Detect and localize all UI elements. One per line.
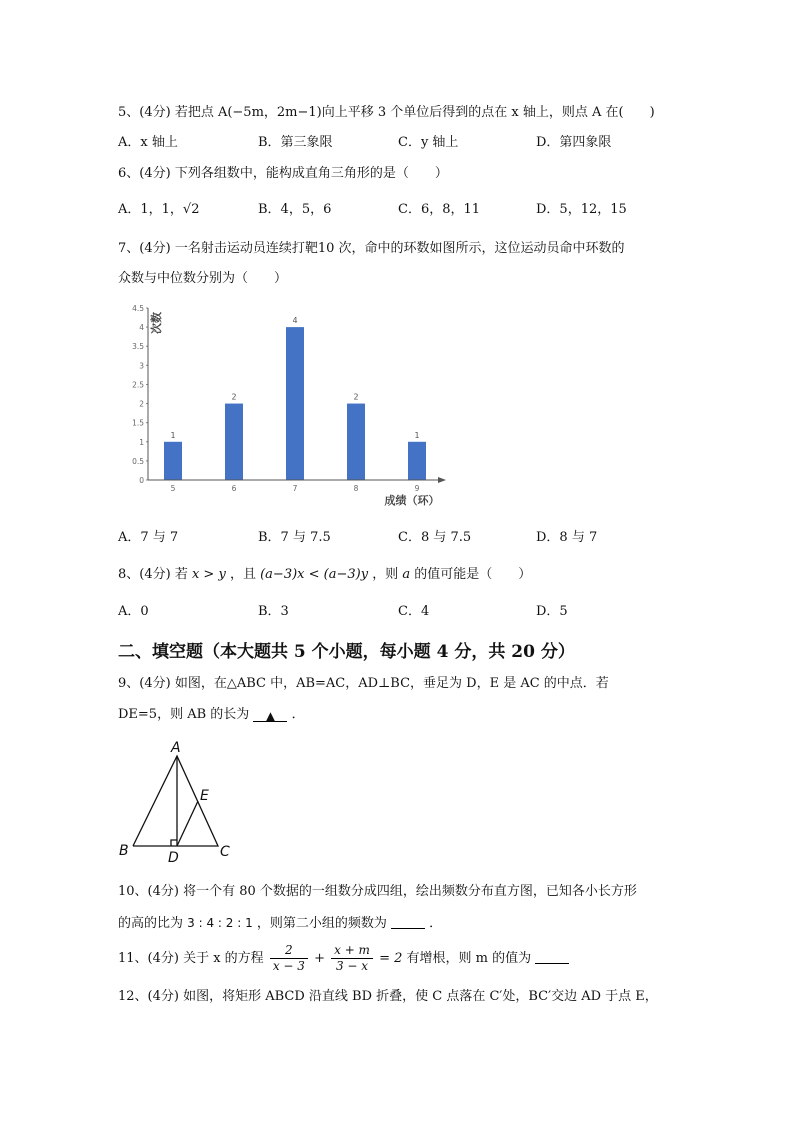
question-7-line-2: 众数与中位数分别为（ ） <box>118 271 288 286</box>
fraction-2-denominator: 3 − x <box>335 959 369 973</box>
option-a[interactable]: A．x 轴上 <box>118 135 178 150</box>
question-8-mid: ，且 <box>229 567 256 582</box>
fraction-1 <box>270 943 308 974</box>
label-c: C <box>220 844 230 860</box>
option-b[interactable]: B．4，5，6 <box>258 202 332 217</box>
bar <box>408 442 426 480</box>
question-11 <box>118 942 569 976</box>
label-b: B <box>119 843 129 859</box>
answer-blank[interactable] <box>535 949 569 964</box>
label-a: A <box>171 740 181 756</box>
fraction-2-numerator: x + m <box>331 943 373 959</box>
triangle-figure <box>112 738 242 866</box>
question-10-suffix: ，则第二小组的频数为 <box>256 916 387 931</box>
question-8-prefix: 8、(4分) 若 <box>118 567 188 582</box>
condition-x-gt-y: x > y <box>191 567 226 582</box>
question-9-line-1: 9、(4分) 如图，在△ABC 中，AB=AC，AD⊥BC，垂足为 D，E 是 AC 的中点．若 <box>118 676 609 691</box>
y-tick-label: 4.5 <box>132 304 144 313</box>
y-tick-label: 0.5 <box>132 456 144 466</box>
answer-blank[interactable]: ▲ <box>253 707 287 722</box>
variable-a: a <box>402 567 411 582</box>
bar-data-label: 2 <box>353 392 359 402</box>
bar-data-label: 1 <box>170 430 176 440</box>
question-10-line-1: 10、(4分) 将一个有 80 个数据的一组数分成四组，绘出频数分布直方图，已知各小长方形 <box>118 884 637 899</box>
option-c[interactable]: C．8 与 7.5 <box>398 530 472 545</box>
x-tick-label: 6 <box>231 484 237 493</box>
x-tick-label: 5 <box>170 484 176 493</box>
answer-blank[interactable] <box>391 914 425 929</box>
y-axis-label: 次数 <box>150 312 163 334</box>
y-tick-label: 2.5 <box>132 380 144 390</box>
question-8 <box>118 566 531 584</box>
fraction-1-numerator: 2 <box>270 943 308 959</box>
question-5: 5、(4分) 若把点 A(−5m，2m−1)向上平移 3 个单位后得到的点在 x 轴上，则点 A 在( ) <box>118 105 655 120</box>
x-tick-label: 9 <box>414 484 420 493</box>
label-e: E <box>200 788 209 804</box>
bar <box>286 327 304 480</box>
x-tick-label: 8 <box>353 484 359 493</box>
x-tick-label: 7 <box>292 484 298 493</box>
y-tick-label: 2 <box>139 399 144 409</box>
option-c[interactable]: C．4 <box>398 604 430 619</box>
label-d: D <box>168 850 179 866</box>
bar <box>225 404 243 480</box>
option-a[interactable]: A．7 与 7 <box>118 530 179 545</box>
option-d[interactable]: D．第四象限 <box>536 135 612 150</box>
height-ratio: 3 : 4 : 2 : 1 <box>187 916 253 930</box>
option-b[interactable]: B．7 与 7.5 <box>258 530 331 545</box>
option-c[interactable]: C．6，8，11 <box>398 202 481 217</box>
question-8-mid2: ，则 <box>372 567 399 582</box>
question-10-end: ． <box>429 916 443 931</box>
shooting-scores-bar-chart <box>116 298 456 514</box>
option-a[interactable]: A．0 <box>118 604 149 619</box>
question-8-suffix: 的值可能是（ ） <box>414 567 532 582</box>
fraction-1-denominator: x − 3 <box>272 959 305 973</box>
question-10-line-2 <box>118 914 442 933</box>
plus-sign: + <box>314 951 325 966</box>
equals-two: = 2 <box>379 951 403 966</box>
y-tick-label: 1.5 <box>132 418 144 428</box>
question-9-prefix: DE=5，则 AB 的长为 <box>118 707 250 722</box>
question-10-prefix: 的高的比为 <box>118 916 184 931</box>
fraction-2 <box>331 943 373 974</box>
question-6: 6、(4分) 下列各组数中，能构成直角三角形的是（ ） <box>118 166 448 181</box>
option-d[interactable]: D．8 与 7 <box>536 530 598 545</box>
segment-de <box>177 801 198 846</box>
x-axis-arrow <box>438 477 446 483</box>
section-heading-fill-in: 二、填空题（本大题共 5 个小题，每小题 4 分，共 20 分） <box>118 642 575 662</box>
bar <box>164 442 182 480</box>
right-angle-mark <box>171 840 177 846</box>
bar-data-label: 4 <box>292 316 298 326</box>
y-tick-label: 3 <box>139 361 144 371</box>
option-d[interactable]: D．5 <box>536 604 568 619</box>
question-7-line-1: 7、(4分) 一名射击运动员连续打靶10 次，命中的环数如图所示，这位运动员命中环数的 <box>118 241 625 256</box>
y-tick-label: 0 <box>139 476 144 485</box>
y-tick-label: 4 <box>139 323 144 333</box>
option-b[interactable]: B．3 <box>258 604 289 619</box>
question-12: 12、(4分) 如图，将矩形 ABCD 沿直线 BD 折叠，使 C 点落在 C′处，BC′交边 AD 于点 E， <box>118 989 658 1004</box>
question-9-line-2 <box>118 706 305 724</box>
option-a[interactable]: A．1，1，√2 <box>118 202 200 217</box>
option-d[interactable]: D．5，12，15 <box>536 202 627 217</box>
bar-data-label: 2 <box>231 392 237 402</box>
question-9-suffix: ． <box>291 707 305 722</box>
option-c[interactable]: C．y 轴上 <box>398 135 459 150</box>
condition-inequality: (a−3)x < (a−3)y <box>260 567 369 582</box>
y-tick-label: 3.5 <box>132 342 144 352</box>
x-axis-label: 成绩（环） <box>384 494 440 507</box>
question-11-prefix: 11、(4分) 关于 x 的方程 <box>118 951 264 966</box>
option-b[interactable]: B．第三象限 <box>258 135 333 150</box>
y-tick-label: 1 <box>139 437 144 447</box>
question-11-suffix: 有增根，则 m 的值为 <box>406 951 532 966</box>
bar <box>347 404 365 480</box>
bar-data-label: 1 <box>414 430 420 440</box>
